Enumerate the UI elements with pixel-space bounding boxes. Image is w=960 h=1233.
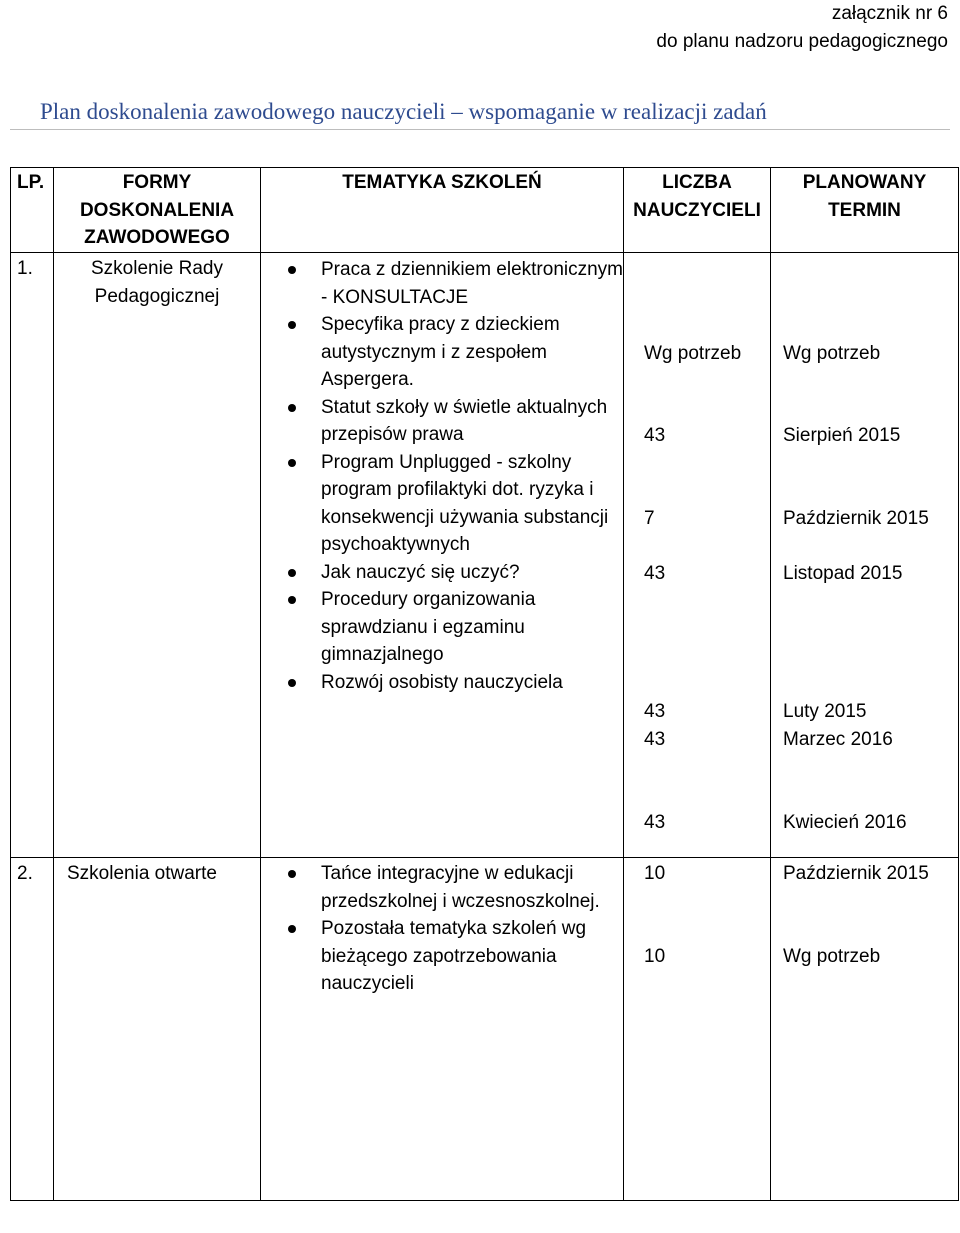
bullet-icon bbox=[288, 404, 296, 412]
column-header-topic: TEMATYKA SZKOLEŃ bbox=[261, 168, 624, 253]
table-row bbox=[11, 253, 959, 858]
training-form: Szkolenie Rady Pedagogicznej bbox=[54, 253, 261, 858]
bullet-icon bbox=[288, 459, 296, 467]
table-row bbox=[11, 858, 959, 1201]
topic-item: Rozwój osobisty nauczyciela bbox=[321, 669, 623, 697]
topic-item: Program Unplugged - szkolny program profilaktyki dot. ryzyka i konsekwencji używania substancji psychoaktywnych bbox=[321, 449, 623, 559]
topic-item: Pozostała tematyka szkoleń wg bieżącego zapotrzebowania nauczycieli bbox=[321, 915, 623, 998]
row-number: 2. bbox=[11, 858, 54, 1201]
row-number: 1. bbox=[11, 253, 54, 858]
topic-list bbox=[261, 858, 623, 998]
teacher-count: 10 bbox=[644, 946, 666, 967]
plan-table bbox=[10, 167, 959, 1201]
planned-date: Październik 2015 bbox=[783, 508, 929, 529]
bullet-icon bbox=[288, 925, 296, 933]
planned-date: Wg potrzeb bbox=[783, 343, 881, 364]
topic-item: Statut szkoły w świetle aktualnych przepisów prawa bbox=[321, 394, 623, 449]
bullet-icon bbox=[288, 679, 296, 687]
training-form: Szkolenia otwarte bbox=[54, 858, 261, 1201]
teacher-count: Wg potrzeb bbox=[644, 343, 742, 364]
topic-item: Praca z dziennikiem elektronicznym - KONSULTACJE bbox=[321, 256, 623, 311]
planned-date: Październik 2015 bbox=[783, 863, 929, 884]
topics-cell bbox=[261, 858, 624, 1201]
topic-item: Procedury organizowania sprawdzianu i egzaminu gimnazjalnego bbox=[321, 586, 623, 669]
bullet-icon bbox=[288, 321, 296, 329]
title-divider bbox=[10, 129, 950, 130]
topics-cell bbox=[261, 253, 624, 858]
topic-item: Specyfika pracy z dzieckiem autystycznym i z zespołem Aspergera. bbox=[321, 311, 623, 394]
planned-date: Wg potrzeb bbox=[783, 946, 881, 967]
topic-item: Tańce integracyjne w edukacji przedszkolnej i wczesnoszkolnej. bbox=[321, 860, 623, 915]
planned-date: Kwiecień 2016 bbox=[783, 812, 907, 833]
date-cell bbox=[771, 858, 959, 1201]
planned-date: Marzec 2016 bbox=[783, 729, 893, 750]
document-title: Plan doskonalenia zawodowego nauczycieli – wspomaganie w realizacji zadań bbox=[40, 99, 767, 124]
teacher-count: 43 bbox=[644, 812, 666, 833]
annex-line: załącznik nr 6 bbox=[831, 3, 948, 24]
date-cell bbox=[771, 253, 959, 858]
teacher-count: 43 bbox=[644, 729, 666, 750]
count-cell bbox=[624, 858, 771, 1201]
count-cell bbox=[624, 253, 771, 858]
planned-date: Sierpień 2015 bbox=[783, 425, 901, 446]
column-header-form: FORMY DOSKONALENIA ZAWODOWEGO bbox=[54, 168, 261, 253]
column-header-count: LICZBA NAUCZYCIELI bbox=[624, 168, 771, 253]
teacher-count: 43 bbox=[644, 425, 666, 446]
bullet-icon bbox=[288, 266, 296, 274]
topic-item: Jak nauczyć się uczyć? bbox=[321, 559, 623, 587]
teacher-count: 10 bbox=[644, 863, 666, 884]
bullet-icon bbox=[288, 870, 296, 878]
annex-note bbox=[548, 0, 948, 56]
column-header-lp: LP. bbox=[11, 168, 54, 253]
planned-date: Luty 2015 bbox=[783, 701, 867, 722]
topic-list bbox=[261, 253, 623, 696]
teacher-count: 43 bbox=[644, 701, 666, 722]
column-header-date: PLANOWANY TERMIN bbox=[771, 168, 959, 253]
planned-date: Listopad 2015 bbox=[783, 563, 903, 584]
plan-line: do planu nadzoru pedagogicznego bbox=[656, 31, 948, 52]
teacher-count: 43 bbox=[644, 563, 666, 584]
table-header-row bbox=[11, 168, 959, 253]
bullet-icon bbox=[288, 596, 296, 604]
teacher-count: 7 bbox=[644, 508, 655, 529]
bullet-icon bbox=[288, 569, 296, 577]
